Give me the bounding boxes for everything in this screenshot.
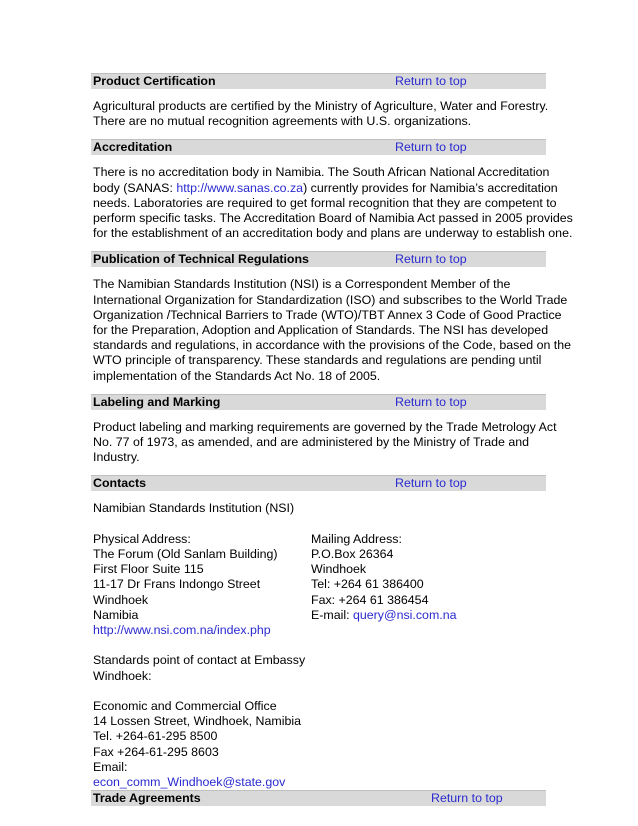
contacts-addresses [91,532,546,638]
return-to-top-link[interactable]: Return to top [395,74,467,88]
section-header-product-certification [91,73,546,89]
embassy-email-link[interactable]: econ_comm_Windhoek@state.gov [93,775,286,790]
document-page [91,73,573,806]
section-title: Publication of Technical Regulations [93,252,309,267]
section-title: Product Certification [93,74,216,88]
labeling-text: Product labeling and marking requirements are governed by the Trade Metrology Act No. 77 of 1973, as amended, and are administered by the Ministry of Trade and Industry. [93,419,557,465]
return-to-top-link[interactable]: Return to top [395,476,467,491]
publication-text: The Namibian Standards Institution (NSI) is a Correspondent Member of the International Organization for Standardization (ISO) and subscribes to the World Trade Organization /Technical Barriers to Trade (WTO)/TBT Annex 3 Code of Good Practice for the Preparation, Adoption and Application of Standards. The NSI has developed standards and regulations, in accordance with the provisions of the Code, based on the WTO principle of transparency. These standards and regulations are pending until implementation of the Standards Act No. 18 of 2005. [93,277,572,383]
section-title: Accreditation [93,140,173,155]
nsi-website-link[interactable]: http://www.nsi.com.na/index.php [93,623,271,638]
section-header-trade-agreements [91,790,546,806]
section-title: Contacts [93,476,147,491]
section-title: Trade Agreements [93,791,201,806]
embassy-contact: Standards point of contact at Embassy Windhoek: [93,653,306,683]
product-certification-text: Agricultural products are certified by the Ministry of Agriculture, Water and Forestry. There are no mutual recognition agreements with U.S. organizations. [93,99,549,129]
contacts-org: Namibian Standards Institution (NSI) [93,501,295,516]
sanas-link[interactable]: http://www.sanas.co.za [176,180,304,195]
section-header-labeling [91,394,546,410]
section-header-contacts [91,475,546,491]
return-to-top-link[interactable]: Return to top [395,394,467,409]
return-to-top-link[interactable]: Return to top [431,791,503,806]
mailing-address: Mailing Address: P.O.Box 26364 Windhoek Tel: +264 61 386400 Fax: +264 61 386454 E-mail: query@nsi.com.na [311,531,457,622]
commercial-office: Economic and Commercial Office 14 Lossen Street, Windhoek, Namibia Tel. +264-61-295 8500 Fax +264-61-295 8603 Email: econ_comm_Windhoek@state.gov [91,699,546,790]
accreditation-text: There is no accreditation body in Namibia. The South African National Accreditation body (SANAS: http://www.sanas.co.za) currently provides for Namibia’s accreditation needs. Laboratories are required to get formal recognition that they are competent to perform specific tasks. The Accreditation Board of Namibia Act passed in 2005 provides for the establishment of an accreditation body and plans are underway to establish one. [93,165,573,241]
return-to-top-link[interactable]: Return to top [395,140,467,155]
return-to-top-link[interactable]: Return to top [395,252,467,267]
section-title: Labeling and Marking [93,394,221,409]
section-header-accreditation [91,139,546,155]
nsi-email-link[interactable]: query@nsi.com.na [353,607,457,622]
section-header-publication [91,251,546,267]
physical-address: Physical Address: The Forum (Old Sanlam Building) First Floor Suite 115 11-17 Dr Frans Indongo Street Windhoek Namibia http://www.nsi.com.na/index.php [93,532,311,638]
